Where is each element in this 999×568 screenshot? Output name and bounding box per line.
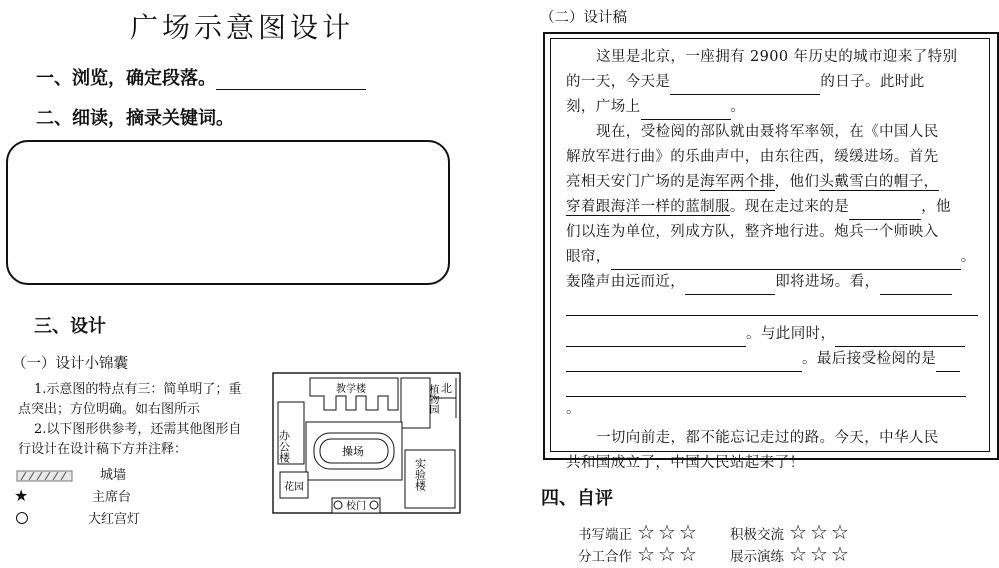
rating-stars[interactable]: ☆☆☆: [789, 520, 852, 544]
approaching-blank[interactable]: [685, 278, 775, 295]
keywords-answer-box[interactable]: [6, 140, 450, 285]
design-kit-line: 行设计在设计稿下方并注释：: [18, 442, 188, 457]
draft-essay: [566, 45, 978, 476]
rating-stars[interactable]: ☆☆☆: [637, 542, 700, 566]
page-title: 广场示意图设计: [130, 11, 355, 44]
step-two-label: 二、细读，摘录关键词。: [36, 108, 234, 129]
date-blank[interactable]: [670, 78, 820, 95]
lantern-circle-icon: [16, 512, 28, 524]
design-kit-line: 点突出；方位明确。如右图所示: [18, 402, 201, 417]
essay-line: [566, 245, 978, 270]
design-kit-line: 2.以下图形供参考，还需其他图形自: [34, 422, 242, 437]
map-label: 操场: [342, 445, 364, 458]
design-kit-text: [18, 380, 268, 460]
underlined-keyword: 头戴雪白的帽子，: [819, 174, 939, 190]
last-troop-blank[interactable]: [936, 355, 960, 372]
essay-text: 。与此同时，: [746, 326, 836, 342]
legend-label: 城墙: [100, 468, 127, 483]
essay-line: [566, 270, 978, 295]
essay-line: 们以连为单位，列成方队，整齐地行进。炮兵一个师映入: [566, 224, 939, 240]
map-label: 实验楼: [413, 458, 427, 491]
essay-line: [566, 322, 978, 347]
rating-stars[interactable]: ☆☆☆: [789, 542, 852, 566]
self-eval-heading: 四、自评: [541, 488, 613, 509]
writing-line[interactable]: [566, 299, 978, 316]
meanwhile-blank[interactable]: [835, 330, 965, 347]
essay-line: 共和国成立了，中国人民站起来了！: [566, 455, 805, 471]
star-icon: ★: [14, 486, 29, 505]
legend-wall: [16, 468, 74, 487]
essay-text: 的日子。此时此: [820, 74, 925, 90]
essay-line: [566, 170, 978, 195]
city-wall-icon: [16, 469, 74, 483]
essay-text: 。现在走过来的是: [729, 199, 850, 215]
step-one-label: 一、浏览，确定段落。: [36, 68, 216, 89]
rating-stars[interactable]: ☆☆☆: [637, 520, 700, 544]
look-blank[interactable]: [880, 278, 952, 295]
writing-blank[interactable]: [566, 330, 746, 347]
eval-item: [578, 542, 700, 566]
essay-line: [566, 95, 978, 120]
draft-heading: （二）设计稿: [540, 10, 627, 26]
legend-label: 大红宫灯: [88, 512, 141, 527]
writing-blank[interactable]: [566, 380, 966, 397]
essay-text: 亮相天安门广场的是: [566, 174, 701, 190]
north-label: 北: [441, 382, 452, 395]
eval-item: [730, 520, 852, 544]
essay-line: [566, 195, 978, 220]
map-label: 校门: [346, 501, 366, 512]
essay-line: [566, 70, 978, 95]
essay-text: 。: [730, 99, 746, 115]
essay-text: 的一天，今天是: [566, 74, 671, 90]
square-blank[interactable]: [641, 103, 731, 120]
underlined-keyword: 穿着跟海洋一样的蓝制服: [566, 199, 730, 215]
essay-text: 即将进场。看，: [775, 274, 880, 290]
eval-item: [578, 520, 700, 544]
troop-blank[interactable]: [849, 203, 921, 220]
map-label-part: 植物园: [408, 384, 438, 395]
essay-line: 现在，受检阅的部队就由聂将军率领，在《中国人民: [596, 124, 939, 140]
eval-item: [730, 542, 852, 566]
essay-line: [566, 347, 978, 372]
essay-text: ，他们: [774, 174, 820, 190]
eval-label: 书写端正: [578, 527, 632, 543]
step-one: [36, 64, 366, 90]
step-three-label: 三、设计: [34, 316, 106, 337]
essay-line: 一切向前走，都不能忘记走过的路。今天，中华人民: [596, 430, 939, 446]
legend-label: 主席台: [92, 490, 132, 505]
map-label: 办公楼: [277, 430, 291, 463]
essay-text: 。: [960, 249, 976, 265]
essay-text: 眼帘，: [566, 249, 611, 265]
underlined-keyword: 海军两个排: [700, 174, 775, 190]
essay-text: 刻，广场上: [566, 99, 641, 115]
essay-text: 。最后接受检阅的是: [802, 351, 937, 367]
essay-text: 。: [566, 401, 581, 417]
step-one-answer-blank[interactable]: [216, 71, 366, 90]
school-map-diagram: [270, 370, 465, 516]
eval-label: 展示演练: [730, 549, 784, 565]
design-kit-line: 1.示意图的特点有三：简单明了；重: [34, 382, 242, 397]
design-kit-heading: （一）设计小锦囊: [12, 356, 128, 372]
essay-text: 轰隆声由远而近，: [566, 274, 686, 290]
essay-line: 这里是北京，一座拥有 2900 年历史的城市迎来了特别: [596, 49, 958, 65]
essay-text: ，他: [921, 199, 951, 215]
essay-line: 解放军进行曲》的乐曲声中，由东往西，缓缓进场。首先: [566, 149, 939, 165]
writing-blank[interactable]: [566, 355, 802, 372]
eval-label: 分工合作: [578, 549, 632, 565]
essay-line: [566, 372, 978, 422]
eval-label: 积极交流: [730, 527, 784, 543]
map-label: 教学楼: [336, 384, 366, 395]
artillery-blank[interactable]: [611, 253, 961, 270]
map-label: 花园: [284, 482, 304, 493]
